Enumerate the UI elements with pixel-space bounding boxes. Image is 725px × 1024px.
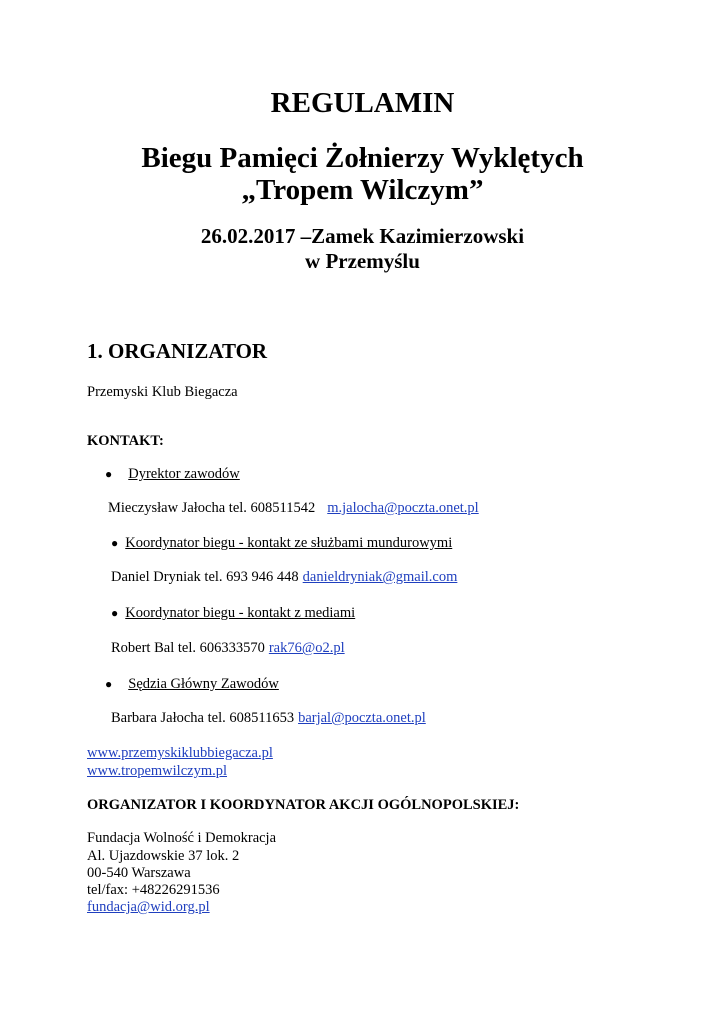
contact-email-link[interactable]: m.jalocha@poczta.onet.pl (327, 500, 479, 516)
contact-details-coordinator-media (111, 639, 345, 657)
website-link-club[interactable]: www.przemyskiklubbiegacza.pl (87, 745, 273, 761)
bullet-icon: ● (105, 467, 113, 481)
contact-email-link[interactable]: rak76@o2.pl (268, 640, 345, 656)
contact-details-chief-judge (111, 709, 426, 727)
bullet-icon: ● (105, 677, 113, 691)
foundation-name: Fundacja Wolność i Demokracja (87, 830, 277, 846)
contact-role: Sędzia Główny Zawodów (128, 676, 279, 692)
contact-details-coordinator-services (111, 568, 457, 586)
contact-role: Koordynator biegu - kontakt ze służbami mundurowymi (125, 535, 453, 551)
contact-email-link[interactable]: barjal@poczta.onet.pl (298, 710, 426, 726)
document-title: REGULAMIN (270, 87, 455, 119)
event-date-location: 26.02.2017 –Zamek Kazimierzowski (200, 224, 525, 248)
contact-person: Daniel Dryniak tel. 693 946 448 (111, 569, 299, 585)
foundation-street: Al. Ujazdowskie 37 lok. 2 (87, 848, 240, 864)
foundation-phone: tel/fax: +48226291536 (87, 882, 220, 898)
foundation-email-link[interactable]: fundacja@wid.org.pl (87, 899, 210, 915)
contact-person: Mieczysław Jałocha tel. 608511542 (108, 500, 316, 516)
bullet-icon: ● (111, 606, 119, 620)
contact-person: Barbara Jałocha tel. 608511653 (111, 710, 295, 726)
contact-email-link[interactable]: danieldryniak@gmail.com (302, 569, 458, 585)
website-link-tropem[interactable]: www.tropemwilczym.pl (87, 763, 228, 779)
event-city: w Przemyślu (305, 249, 420, 273)
contact-role: Dyrektor zawodów (128, 466, 240, 482)
foundation-city: 00-540 Warszawa (87, 865, 191, 881)
contact-item-director (105, 465, 240, 483)
contact-details-director (108, 499, 479, 517)
section-heading-organizer: 1. ORGANIZATOR (87, 339, 268, 363)
contact-role: Koordynator biegu - kontakt z mediami (125, 605, 356, 621)
contact-item-chief-judge (105, 675, 279, 693)
contact-label: KONTAKT: (87, 433, 164, 449)
national-organizer-label: ORGANIZATOR I KOORDYNATOR AKCJI OGÓLNOPOLSKIEJ: (87, 797, 520, 813)
organizer-name: Przemyski Klub Biegacza (87, 384, 238, 400)
event-name-line1: Biegu Pamięci Żołnierzy Wyklętych (141, 142, 584, 174)
contact-item-coordinator-media (111, 604, 355, 622)
contact-item-coordinator-services (111, 534, 452, 552)
bullet-icon: ● (111, 536, 119, 550)
contact-person: Robert Bal tel. 606333570 (111, 640, 265, 656)
event-name-line2: „Tropem Wilczym” (241, 174, 484, 206)
